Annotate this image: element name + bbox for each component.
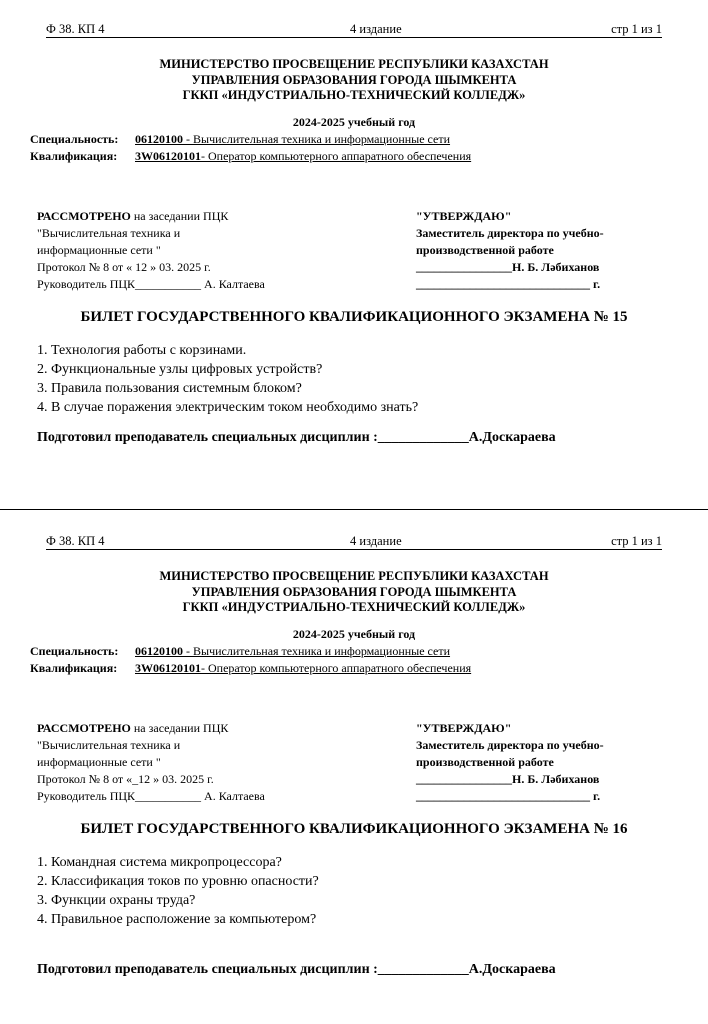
- question-item: 1. Технология работы с корзинами.: [37, 343, 247, 358]
- qualification-line: [30, 661, 471, 675]
- qualification-label: Квалификация:: [30, 149, 118, 163]
- reviewed-heading-rest: на заседании ПЦК: [130, 721, 229, 735]
- reviewed-line-3: информационные сети ": [37, 755, 161, 769]
- prepared-by: Подготовил преподаватель специальных дисциплин :_____________А.Доскараева: [37, 430, 556, 445]
- reviewed-block: [37, 208, 265, 293]
- qualification-text: - Оператор компьютерного аппаратного обеспечения: [201, 661, 472, 675]
- prepared-by: Подготовил преподаватель специальных дисциплин :_____________А.Доскараева: [37, 962, 556, 977]
- approved-heading: "УТВЕРЖДАЮ": [416, 721, 512, 735]
- head-of-commission: Руководитель ПЦК___________ А. Калтаева: [37, 789, 265, 803]
- specialty-line: [30, 132, 450, 146]
- institution-block: [0, 569, 708, 616]
- approved-block: [416, 208, 604, 293]
- ministry-name: МИНИСТЕРСТВО ПРОСВЕЩЕНИЕ РЕСПУБЛИКИ КАЗАХСТАН: [159, 57, 549, 71]
- approved-line-2: Заместитель директора по учебно-: [416, 738, 604, 752]
- approved-date: _____________________________ г.: [416, 789, 601, 803]
- question-item: 2. Классификация токов по уровню опасности?: [37, 874, 319, 889]
- reviewed-line-3: информационные сети ": [37, 243, 161, 257]
- specialty-code: 06120100: [135, 132, 183, 146]
- qualification-label: Квалификация:: [30, 661, 118, 675]
- page-divider: [0, 509, 708, 510]
- page-number: стр 1 из 1: [611, 22, 662, 36]
- college-name: ГККП «ИНДУСТРИАЛЬНО-ТЕХНИЧЕСКИЙ КОЛЛЕДЖ»: [182, 88, 526, 102]
- form-code: Ф 38. КП 4: [46, 22, 105, 36]
- approved-date: _____________________________ г.: [416, 277, 601, 291]
- reviewed-heading: РАССМОТРЕНО: [37, 209, 131, 223]
- specialty-label: Специальность:: [30, 132, 119, 146]
- college-name: ГККП «ИНДУСТРИАЛЬНО-ТЕХНИЧЕСКИЙ КОЛЛЕДЖ»: [182, 600, 526, 614]
- page-header: [46, 534, 662, 550]
- reviewed-heading-rest: на заседании ПЦК: [130, 209, 229, 223]
- specialty-code: 06120100: [135, 644, 183, 658]
- specialty-line: [30, 644, 450, 658]
- approved-line-3: производственной работе: [416, 755, 554, 769]
- academic-year: 2024-2025 учебный год: [292, 115, 416, 129]
- approved-line-3: производственной работе: [416, 243, 554, 257]
- specialty-label: Специальность:: [30, 644, 119, 658]
- reviewed-heading: РАССМОТРЕНО: [37, 721, 131, 735]
- institution-block: [0, 57, 708, 104]
- qualification-line: [30, 149, 471, 163]
- reviewed-line-2: "Вычислительная техника и: [37, 226, 181, 240]
- qualification-code: 3W06120101: [135, 149, 201, 163]
- edition: 4 издание: [350, 534, 402, 548]
- ticket-title: БИЛЕТ ГОСУДАРСТВЕННОГО КВАЛИФИКАЦИОННОГО ЭКЗАМЕНА № 15: [80, 309, 628, 325]
- question-item: 3. Функции охраны труда?: [37, 893, 196, 908]
- reviewed-line-2: "Вычислительная техника и: [37, 738, 181, 752]
- ticket-title: БИЛЕТ ГОСУДАРСТВЕННОГО КВАЛИФИКАЦИОННОГО ЭКЗАМЕНА № 16: [80, 821, 628, 837]
- form-code: Ф 38. КП 4: [46, 534, 105, 548]
- reviewed-block: [37, 720, 265, 805]
- approved-heading: "УТВЕРЖДАЮ": [416, 209, 512, 223]
- department-name: УПРАВЛЕНИЯ ОБРАЗОВАНИЯ ГОРОДА ШЫМКЕНТА: [191, 72, 517, 87]
- approved-signature: ________________Н. Б. Лəбиханов: [416, 772, 600, 786]
- ministry-name: МИНИСТЕРСТВО ПРОСВЕЩЕНИЕ РЕСПУБЛИКИ КАЗАХСТАН: [159, 569, 549, 583]
- page-header: [46, 22, 662, 38]
- question-list: [37, 853, 319, 929]
- question-list: [37, 341, 418, 417]
- qualification-text: - Оператор компьютерного аппаратного обеспечения: [201, 149, 472, 163]
- protocol-line: Протокол № 8 от «_12 » 03. 2025 г.: [37, 772, 214, 786]
- approved-line-2: Заместитель директора по учебно-: [416, 226, 604, 240]
- question-item: 2. Функциональные узлы цифровых устройств?: [37, 362, 323, 377]
- page-number: стр 1 из 1: [611, 534, 662, 548]
- head-of-commission: Руководитель ПЦК___________ А. Калтаева: [37, 277, 265, 291]
- question-item: 4. В случае поражения электрическим током необходимо знать?: [37, 400, 419, 415]
- protocol-line: Протокол № 8 от « 12 » 03. 2025 г.: [37, 260, 211, 274]
- approved-signature: ________________Н. Б. Лəбиханов: [416, 260, 600, 274]
- specialty-text: - Вычислительная техника и информационные сети: [183, 132, 451, 146]
- academic-year: 2024-2025 учебный год: [292, 627, 416, 641]
- question-item: 4. Правильное расположение за компьютером?: [37, 912, 317, 927]
- question-item: 1. Командная система микропроцессора?: [37, 855, 282, 870]
- question-item: 3. Правила пользования системным блоком?: [37, 381, 302, 396]
- specialty-text: - Вычислительная техника и информационные сети: [183, 644, 451, 658]
- department-name: УПРАВЛЕНИЯ ОБРАЗОВАНИЯ ГОРОДА ШЫМКЕНТА: [191, 584, 517, 599]
- qualification-code: 3W06120101: [135, 661, 201, 675]
- edition: 4 издание: [350, 22, 402, 36]
- approved-block: [416, 720, 604, 805]
